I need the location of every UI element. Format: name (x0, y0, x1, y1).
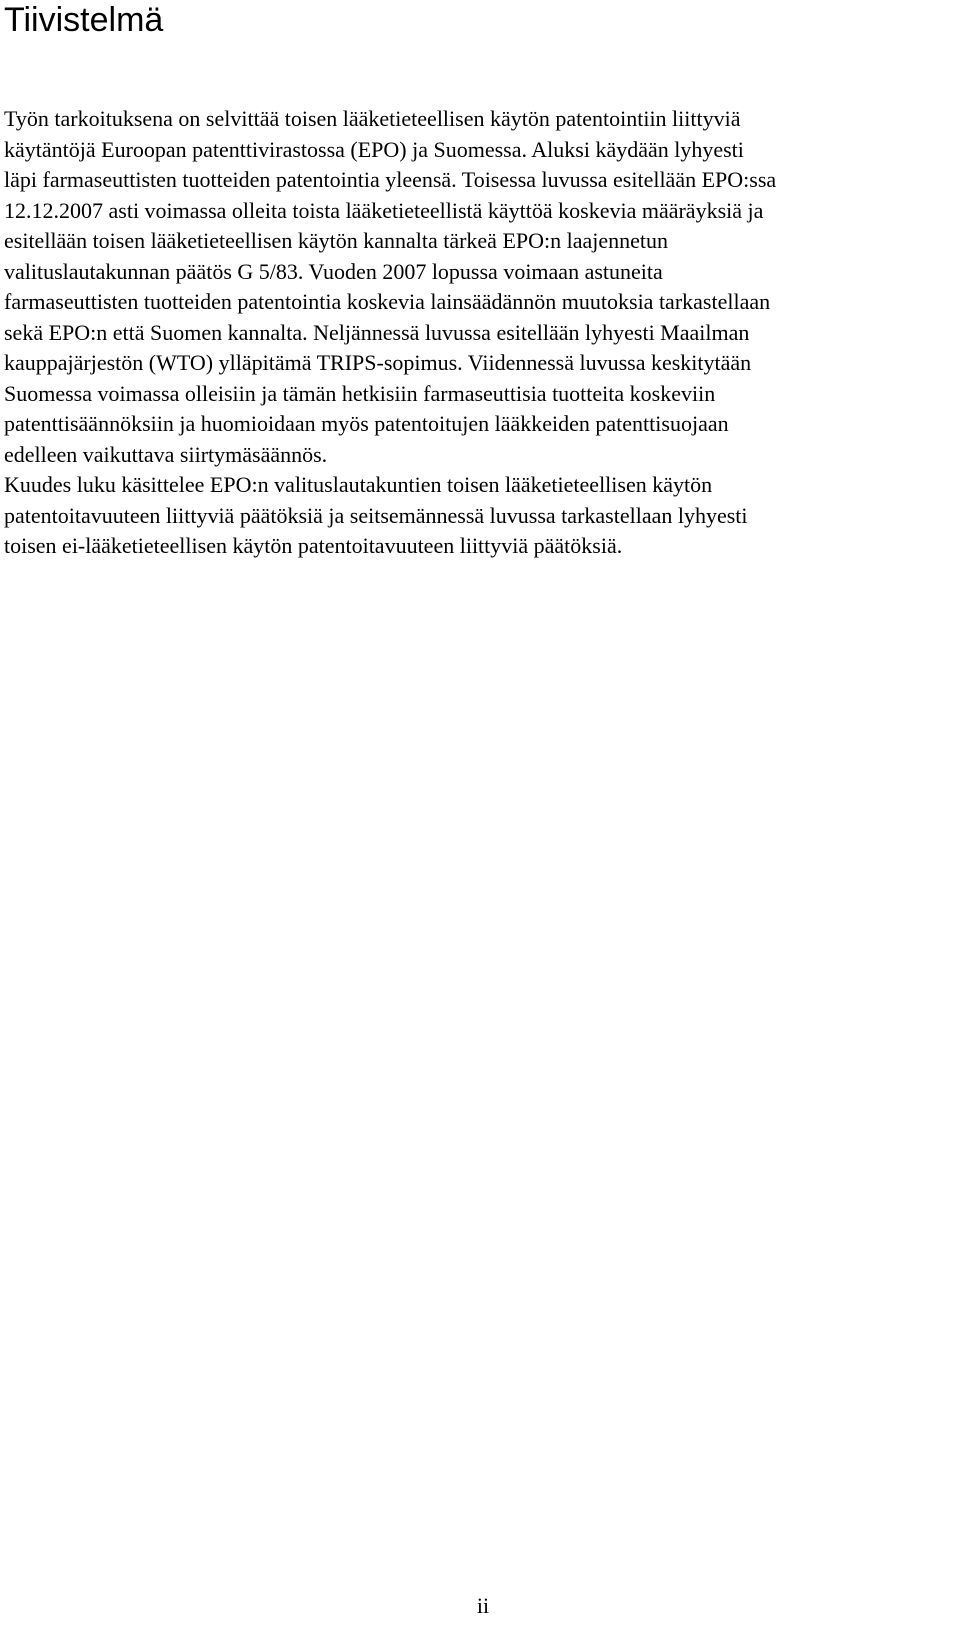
text-line: patentoitavuuteen liittyviä päätöksiä ja seitsemännessä luvussa tarkastellaan lyhyesti (4, 502, 748, 528)
text-line: patenttisäännöksiin ja huomioidaan myös patentoitujen lääkkeiden patenttisuojaan (4, 411, 729, 436)
page-number-footer (0, 1593, 960, 1619)
text-line: farmaseuttisten tuotteiden patentointia koskevia lainsäädännön muutoksia tarkastellaan (4, 289, 771, 314)
text-line: käytäntöjä Euroopan patenttivirastossa (EPO) ja Suomessa. Aluksi käydään lyhyesti (4, 136, 744, 162)
abstract-paragraph (4, 104, 956, 562)
page-number: ii (476, 1593, 490, 1618)
text-line: kauppajärjestön (WTO) ylläpitämä TRIPS-sopimus. Viidennessä luvussa keskitytään (4, 350, 752, 375)
text-line: läpi farmaseuttisten tuotteiden patentointia yleensä. Toisessa luvussa esitellään EPO:ssa (4, 167, 777, 192)
page-title: Tiivistelmä (4, 1, 164, 39)
text-line: edelleen vaikuttava siirtymäsäännös. (4, 441, 328, 467)
text-line: sekä EPO:n että Suomen kannalta. Neljännessä luvussa esitellään lyhyesti Maailman (4, 319, 750, 345)
text-line: toisen ei-lääketieteellisen käytön patentoitavuuteen liittyviä päätöksiä. (4, 533, 623, 558)
text-line: Suomessa voimassa olleisiin ja tämän hetkisiin farmaseuttisia tuotteita koskeviin (4, 380, 716, 406)
text-line: valituslautakunnan päätös G 5/83. Vuoden 2007 lopussa voimaan astuneita (4, 258, 663, 284)
text-line: Työn tarkoituksena on selvittää toisen lääketieteellisen käytön patentointiin liittyviä (4, 106, 741, 131)
text-line: esitellään toisen lääketieteellisen käytön kannalta tärkeä EPO:n laajennetun (4, 228, 669, 253)
text-line: Kuudes luku käsittelee EPO:n valituslautakuntien toisen lääketieteellisen käytön (4, 472, 713, 497)
text-line: 12.12.2007 asti voimassa olleita toista lääketieteellistä käyttöä koskevia määräyksiä ja (4, 197, 764, 223)
